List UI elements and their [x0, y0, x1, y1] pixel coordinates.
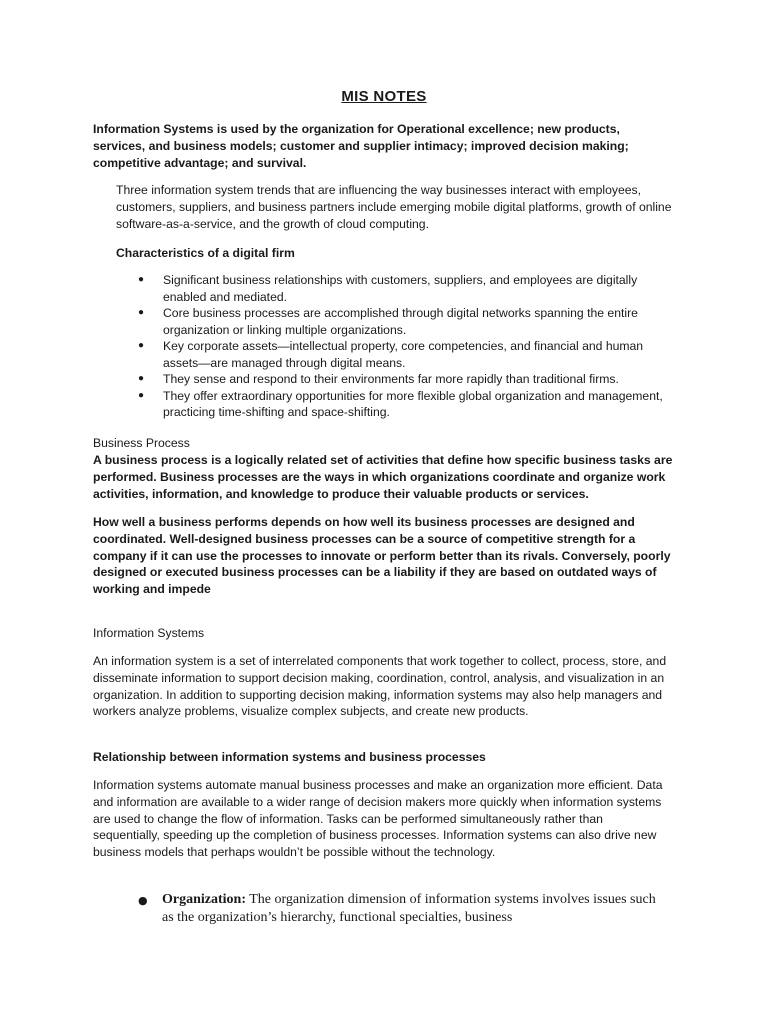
- list-item: [116, 388, 676, 421]
- relationship-paragraph: Information systems automate manual business processes and make an organization more efficient. Data and information are available to a wider range of decision makers more quickly when information systems are used to change the flow of information. Tasks can be performed simultaneously rather than sequentially, speeding up the completion of business processes. Information systems can also drive new business models that perhaps wouldn’t be possible without the technology.: [93, 778, 663, 860]
- page-title: MIS NOTES: [341, 88, 427, 105]
- list-item-text: They offer extraordinary opportunities for more flexible global organization and management, practicing time-shifting and space-shifting.: [163, 388, 663, 419]
- bullet-icon: ●: [138, 894, 148, 907]
- information-systems-heading: Information Systems: [93, 626, 205, 640]
- bullet-icon: ●: [138, 307, 145, 318]
- list-item-text: Core business processes are accomplished through digital networks spanning the entire organization or linking multiple organizations.: [163, 306, 638, 337]
- digital-firm-list: [116, 272, 676, 421]
- list-item: [116, 338, 676, 371]
- list-item-text: They sense and respond to their environments far more rapidly than traditional firms.: [163, 372, 619, 386]
- organization-text: The organization dimension of information systems involves issues such as the organization’s hierarchy, functional specialties, business: [162, 892, 656, 925]
- bullet-icon: ●: [138, 340, 145, 351]
- relationship-heading: Relationship between information systems and business processes: [93, 750, 486, 764]
- bullet-icon: ●: [138, 373, 145, 384]
- business-process-paragraph-2: How well a business performs depends on how well its business processes are designed and coordinated. Well-designed business processes can be a source of competitive strength for a company if it can use the processes to innovate or perform better than its rivals. Conversely, poorly designed or executed business processes can be a liability if they are based on outdated ways of working and impede: [93, 515, 671, 597]
- organization-list-item: [138, 891, 658, 927]
- bullet-icon: ●: [138, 389, 145, 401]
- intro-paragraph: Information Systems is used by the organization for Operational excellence; new products, services, and business models; customer and supplier intimacy; improved decision making; competitive advantage; and survival.: [93, 122, 629, 170]
- list-item: [116, 305, 676, 338]
- business-process-paragraph-1: A business process is a logically related set of activities that define how specific business tasks are performed. Business processes are the ways in which organizations coordinate and organize work activities, information, and knowledge to produce their valuable products or services.: [93, 453, 673, 501]
- bullet-icon: ●: [138, 274, 145, 285]
- list-item: [116, 272, 676, 305]
- list-item: [116, 371, 676, 388]
- trends-paragraph: Three information system trends that are influencing the way businesses interact with employees, customers, suppliers, and business partners include emerging mobile digital platforms, growth of online software-as-a-service, and the growth of cloud computing.: [116, 183, 672, 231]
- information-systems-paragraph: An information system is a set of interrelated components that work together to collect, process, store, and disseminate information to support decision making, coordination, control, analysis, and visualization in an organization. In addition to supporting decision making, information systems may also help managers and workers analyze problems, visualize complex subjects, and create new products.: [93, 654, 667, 719]
- list-item-text: Significant business relationships with customers, suppliers, and employees are digitally enabled and mediated.: [163, 273, 638, 304]
- business-process-heading: Business Process: [93, 436, 190, 450]
- digital-firm-heading: Characteristics of a digital firm: [116, 246, 295, 260]
- organization-label: Organization:: [162, 892, 246, 907]
- list-item-text: Key corporate assets—intellectual property, core competencies, and financial and human assets—are managed through digital means.: [163, 339, 644, 370]
